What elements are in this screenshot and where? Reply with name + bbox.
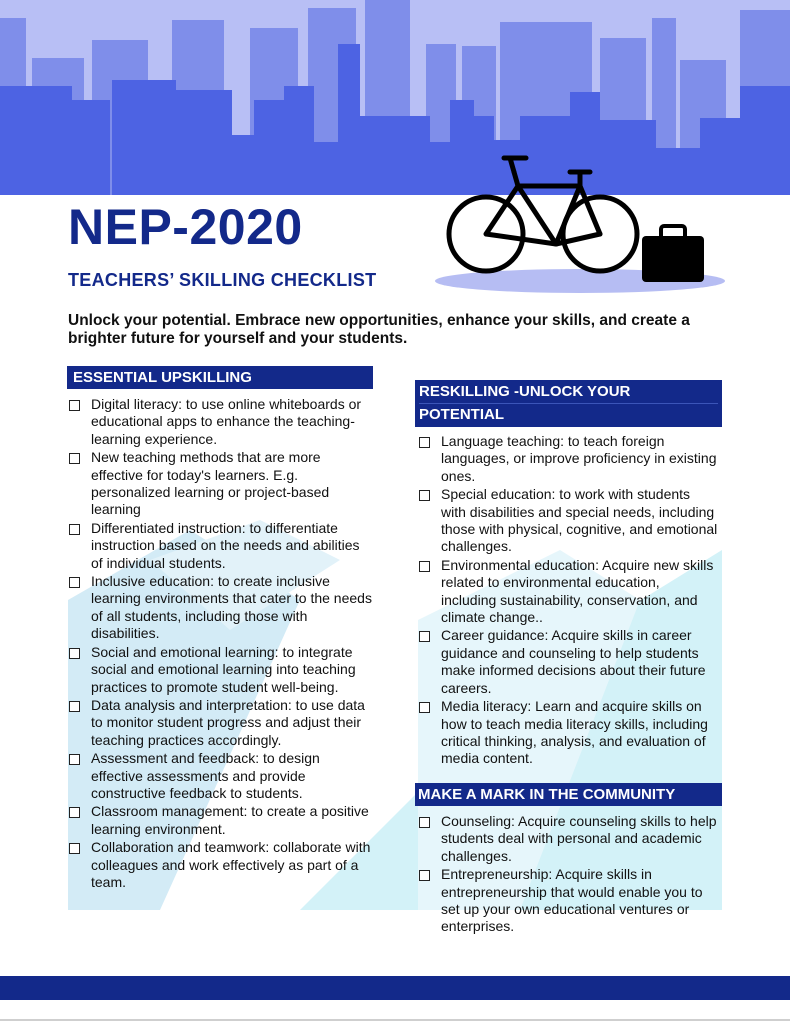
checklist-item — [418, 486, 718, 556]
checkbox-icon[interactable] — [69, 754, 80, 765]
footer-bar — [0, 976, 790, 1000]
section-heading-community: MAKE A MARK IN THE COMMUNITY — [415, 783, 722, 806]
checklist-item — [68, 520, 373, 572]
checkbox-icon[interactable] — [69, 648, 80, 659]
checklist-item — [68, 839, 373, 891]
checklist-item — [418, 866, 718, 936]
checklist-essential-upskilling — [68, 396, 373, 892]
checklist-item-text: Media literacy: Learn and acquire skills on how to teach media literacy skills, including critical thinking, analysis, and evaluation of media content. — [441, 698, 708, 767]
checkbox-icon[interactable] — [419, 561, 430, 572]
checklist-item — [418, 557, 718, 627]
checkbox-icon[interactable] — [69, 524, 80, 535]
checklist-item-text: Counseling: Acquire counseling skills to help students deal with personal and academic challenges. — [441, 813, 717, 864]
checkbox-icon[interactable] — [69, 400, 80, 411]
checklist-item — [68, 644, 373, 696]
bicycle-icon — [449, 158, 637, 271]
checklist-item — [418, 813, 718, 865]
section-heading-reskilling — [415, 380, 722, 427]
checklist-item-text: Special education: to work with students with disabilities and special needs, including those with physical, cognitive, and emotional challenges. — [441, 486, 718, 555]
checklist-item-text: Language teaching: to teach foreign languages, or improve proficiency in existing ones. — [441, 433, 717, 484]
section-heading-essential-upskilling: ESSENTIAL UPSKILLING — [67, 366, 373, 389]
checklist-item-text: Digital literacy: to use online whiteboards or educational apps to enhance the teaching-learning experience. — [91, 396, 362, 447]
checklist-reskilling — [418, 433, 718, 769]
bicycle-illustration — [430, 148, 730, 298]
checkbox-icon[interactable] — [69, 577, 80, 588]
checkbox-icon[interactable] — [69, 807, 80, 818]
checklist-community — [418, 813, 718, 937]
checkbox-icon[interactable] — [69, 701, 80, 712]
checkbox-icon[interactable] — [69, 843, 80, 854]
checklist-item — [418, 433, 718, 485]
checkbox-icon[interactable] — [419, 631, 430, 642]
checklist-item — [68, 396, 373, 448]
briefcase-icon — [642, 226, 704, 282]
section-heading-line: RESKILLING -UNLOCK YOUR — [419, 381, 718, 404]
checkbox-icon[interactable] — [419, 437, 430, 448]
checklist-item — [68, 573, 373, 643]
checkbox-icon[interactable] — [69, 453, 80, 464]
page-subtitle: TEACHERS’ SKILLING CHECKLIST — [68, 270, 377, 290]
checklist-item-text: New teaching methods that are more effective for today's learners. E.g. personalized learning or project-based learning — [91, 449, 330, 518]
checklist-item-text: Inclusive education: to create inclusive learning environments that cater to the needs of all students, including those with disabilities. — [91, 573, 372, 642]
checklist-item — [418, 698, 718, 768]
checklist-item-text: Career guidance: Acquire skills in career guidance and counseling to help students make informed decisions about their future careers. — [441, 627, 706, 696]
checklist-item-text: Social and emotional learning: to integrate social and emotional learning into teaching practices to promote student well-being. — [91, 643, 356, 695]
checklist-item — [68, 750, 373, 802]
checkbox-icon[interactable] — [419, 702, 430, 713]
checkbox-icon[interactable] — [419, 870, 430, 881]
checklist-item-text: Entrepreneurship: Acquire skills in entrepreneurship that would enable you to set up your own educational ventures or enterprises. — [441, 866, 703, 935]
checklist-item-text: Environmental education: Acquire new skills related to environmental education, including sustainability, conservation, and climate change.. — [441, 556, 714, 626]
checklist-item — [418, 627, 718, 697]
page-title: NEP-2020 — [68, 199, 303, 255]
checklist-item-text: Differentiated instruction: to differentiate instruction based on the needs and abilities of individual students. — [91, 519, 360, 571]
section-heading-line: POTENTIAL — [419, 406, 504, 423]
checklist-item — [68, 697, 373, 749]
footer-divider — [0, 1019, 790, 1021]
checkbox-icon[interactable] — [419, 817, 430, 828]
checklist-item-text: Collaboration and teamwork: collaborate with colleagues and work effectively as part of a team. — [91, 839, 371, 890]
checklist-item-text: Assessment and feedback: to design effective assessments and provide constructive feedback to students. — [91, 750, 320, 801]
intro-text: Unlock your potential. Embrace new opportunities, enhance your skills, and create a brighter future for yourself and your students. — [68, 312, 690, 347]
checklist-item — [68, 449, 373, 519]
checkbox-icon[interactable] — [419, 490, 430, 501]
checklist-item-text: Data analysis and interpretation: to use data to monitor student progress and adjust their teaching practices accordingly. — [91, 696, 365, 748]
checklist-item-text: Classroom management: to create a positive learning environment. — [91, 803, 369, 837]
checklist-item — [68, 803, 373, 838]
